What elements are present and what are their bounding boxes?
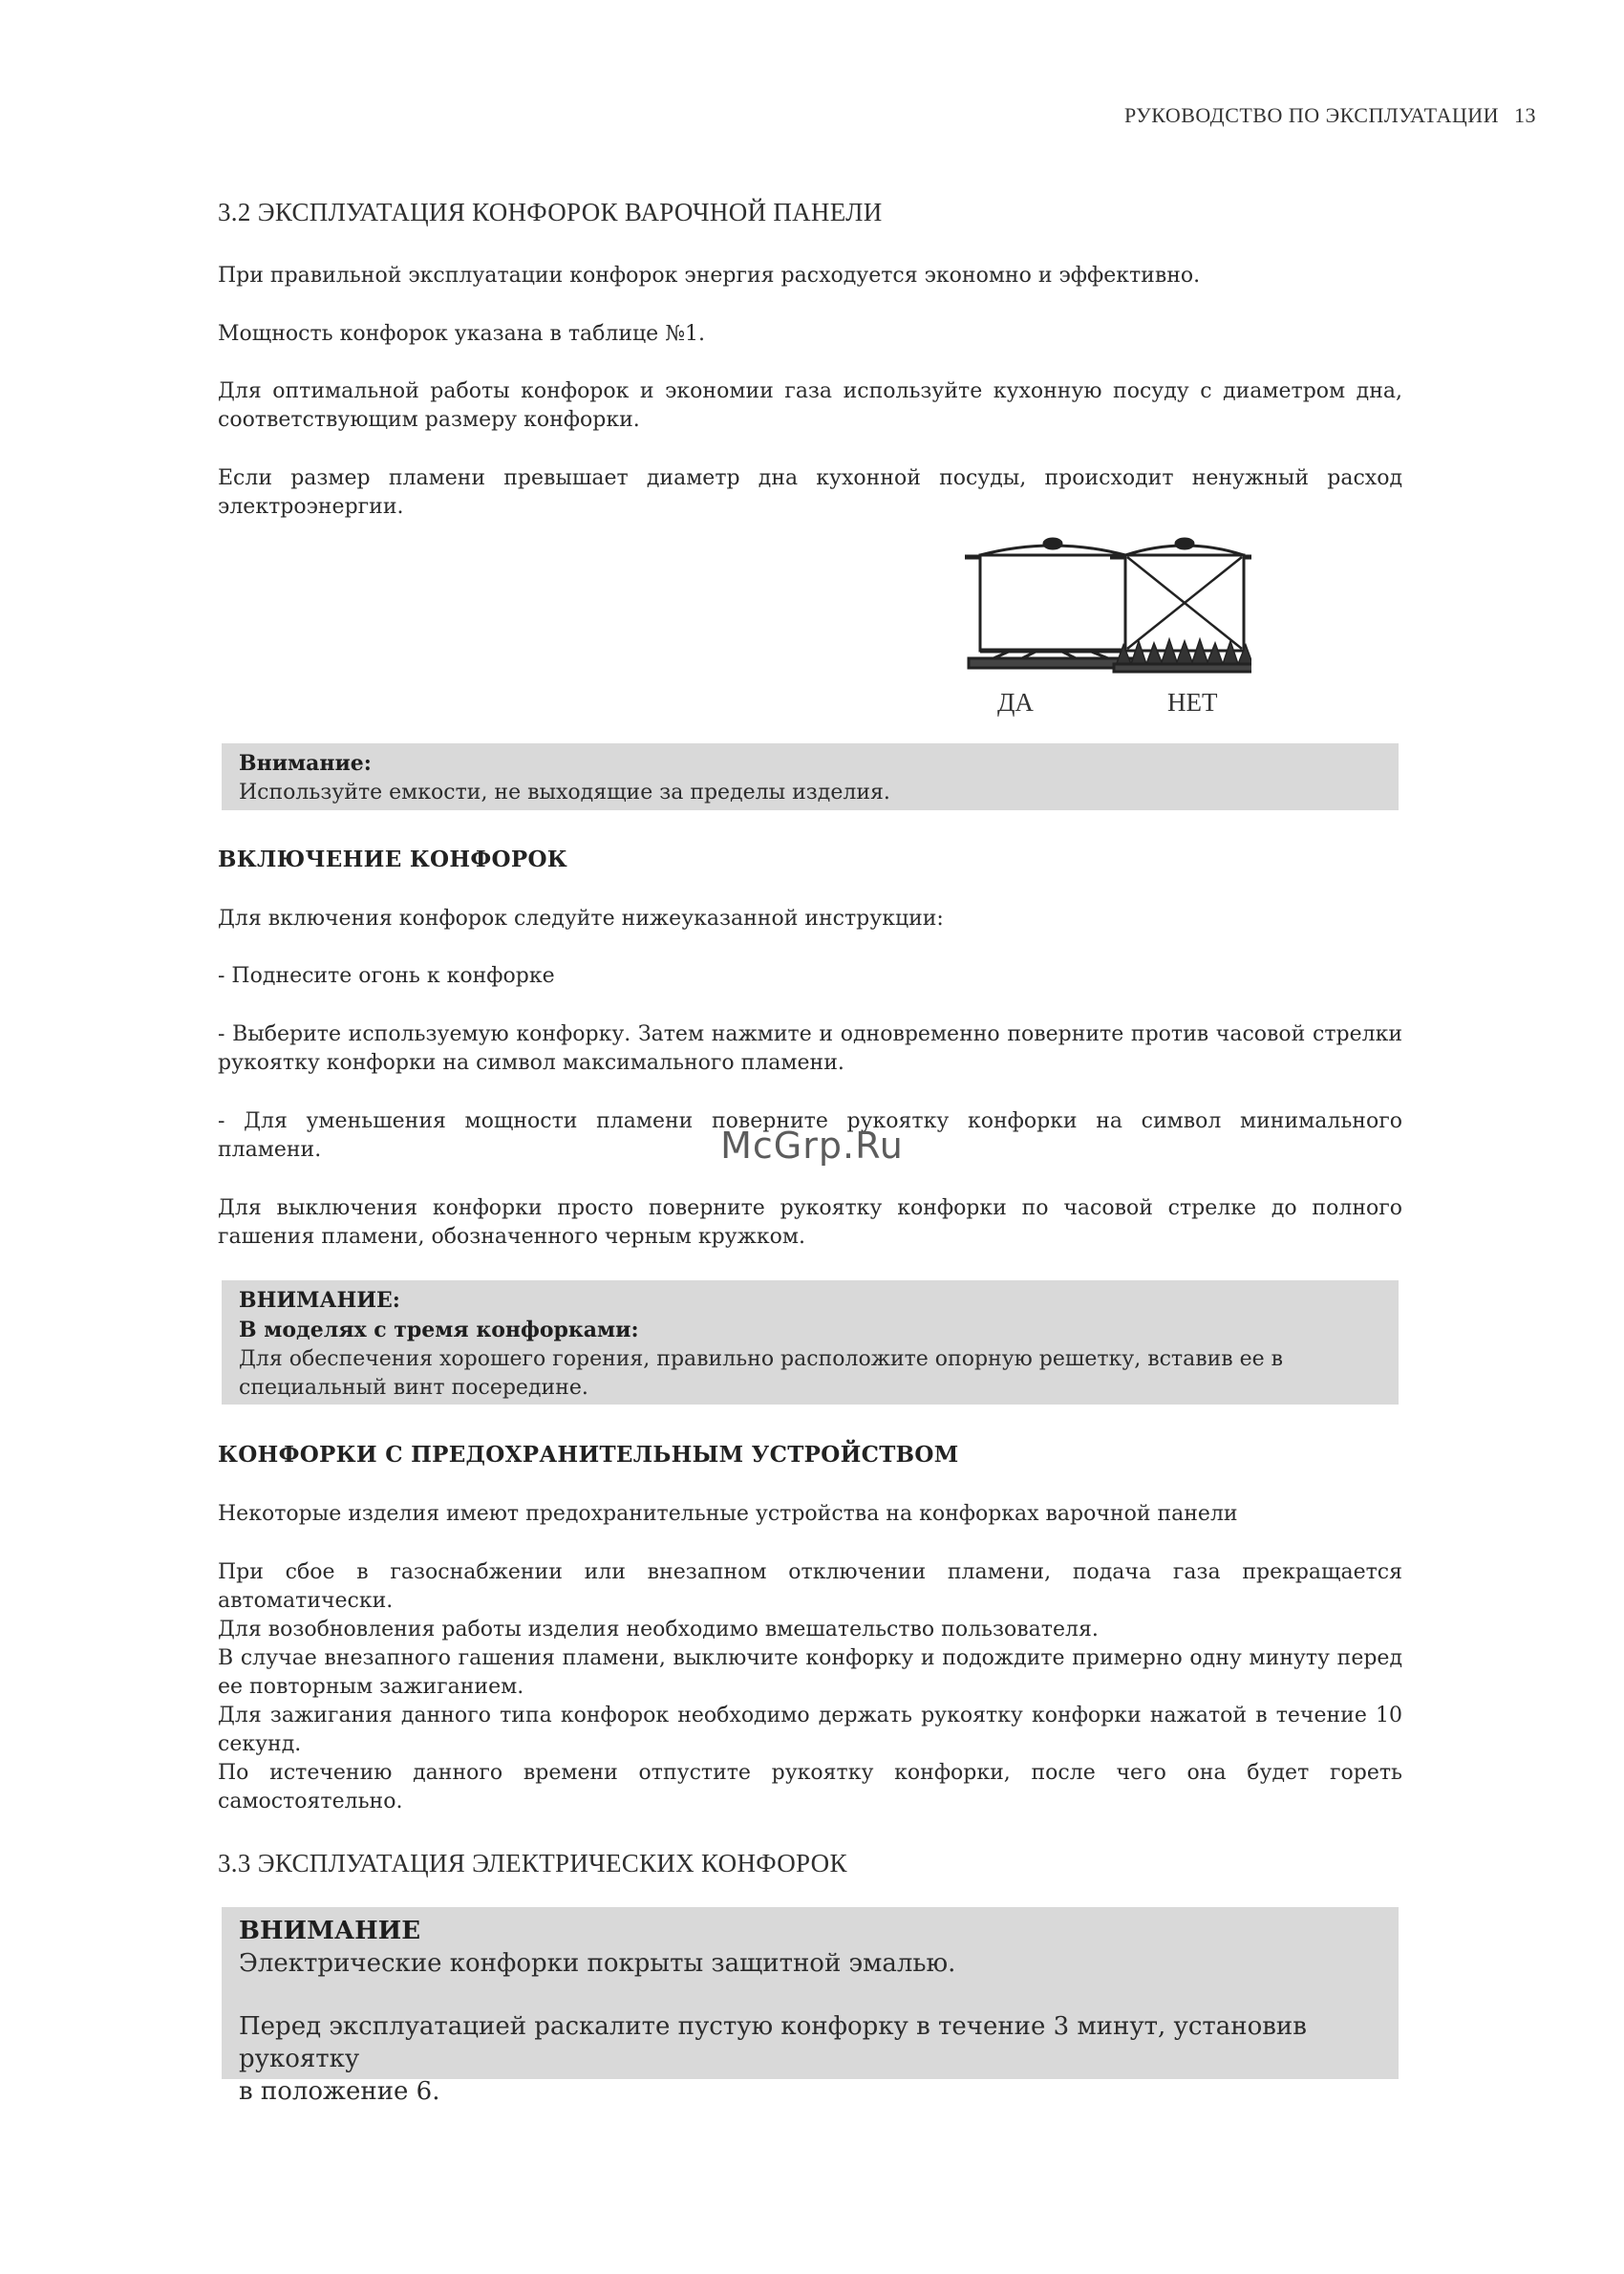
note-text: Используйте емкости, не выходящие за пределы изделия.	[239, 781, 890, 804]
attention-note	[222, 1280, 1399, 1405]
watermark: McGrp.Ru	[720, 1125, 904, 1167]
figure-label-no: НЕТ	[1167, 688, 1218, 717]
note-subtitle: В моделях с тремя конфорками:	[239, 1318, 639, 1342]
paragraph-line: рукоятку конфорки на символ максимального пламени.	[218, 1051, 844, 1075]
paragraph-line: При сбое в газоснабжении или внезапном отключении пламени, подача газа прекращается	[218, 1560, 1402, 1584]
paragraph-line: Для оптимальной работы конфорок и экономии газа используйте кухонную посуду с диаметром дна,	[218, 379, 1402, 403]
ignition-title: ВКЛЮЧЕНИЕ КОНФОРОК	[218, 847, 568, 872]
note-text: Для обеспечения хорошего горения, правильно расположите опорную решетку, вставив ее в	[239, 1347, 1284, 1371]
paragraph	[218, 1558, 1402, 1816]
paragraph-line: Для возобновления работы изделия необходимо вмешательство пользователя.	[218, 1618, 1099, 1641]
attention-note	[222, 743, 1399, 810]
note-text: Перед эксплуатацией раскалите пустую конфорку в течение 3 минут, установив рукоятку	[239, 2012, 1307, 2073]
figure-label-yes: ДА	[997, 688, 1034, 717]
paragraph: При правильной эксплуатации конфорок энергия расходуется экономно и эффективно.	[218, 264, 1201, 288]
section-3-2-title: 3.2 ЭКСПЛУАТАЦИЯ КОНФОРОК ВАРОЧНОЙ ПАНЕЛИ	[218, 198, 883, 226]
paragraph-line: автоматически.	[218, 1589, 394, 1613]
paragraph-line: самостоятельно.	[218, 1790, 403, 1813]
paragraph-line: В случае внезапного гашения пламени, выключите конфорку и подождите примерно одну минуту перед	[218, 1646, 1402, 1670]
note-text: Электрические конфорки покрыты защитной эмалью.	[239, 1949, 956, 1978]
paragraph-line: пламени.	[218, 1138, 322, 1162]
paragraph: Для включения конфорок следуйте нижеуказанной инструкции:	[218, 907, 944, 931]
attention-note	[222, 1907, 1399, 2106]
incorrect-pot-icon	[1110, 539, 1251, 672]
paragraph: Мощность конфорок указана в таблице №1.	[218, 322, 706, 346]
note-title: ВНИМАНИЕ	[239, 1917, 421, 1945]
note-title: Внимание:	[239, 751, 372, 776]
page-number: 13	[1514, 103, 1536, 127]
paragraph-line: - Выберите используемую конфорку. Затем нажмите и одновременно поверните против часовой стрелки	[218, 1022, 1402, 1046]
paragraph-line: По истечению данного времени отпустите рукоятку конфорки, после чего она будет гореть	[218, 1761, 1402, 1785]
paragraph	[218, 464, 1402, 522]
paragraph	[218, 1194, 1402, 1252]
paragraph-line: секунд.	[218, 1732, 302, 1756]
paragraph-line: электроэнергии.	[218, 495, 404, 519]
paragraph-line: соответствующим размеру конфорки.	[218, 408, 640, 432]
paragraph-line: Если размер пламени превышает диаметр дна кухонной посуды, происходит ненужный расход	[218, 466, 1402, 490]
paragraph-line: - Для уменьшения мощности пламени поверните рукоятку конфорки на символ минимального	[218, 1109, 1402, 1133]
paragraph	[218, 1020, 1402, 1078]
paragraph-line: гашения пламени, обозначенного черным кружком.	[218, 1225, 805, 1249]
header-title: РУКОВОДСТВО ПО ЭКСПЛУАТАЦИИ	[1123, 103, 1499, 127]
note-text: специальный винт посередине.	[239, 1376, 588, 1400]
paragraph-line: Для выключения конфорки просто поверните рукоятку конфорки по часовой стрелке до полного	[218, 1196, 1402, 1220]
section-3-3-title: 3.3 ЭКСПЛУАТАЦИЯ ЭЛЕКТРИЧЕСКИХ КОНФОРОК	[218, 1849, 847, 1877]
note-title: ВНИМАНИЕ:	[239, 1288, 400, 1313]
note-text: в положение 6.	[239, 2077, 440, 2106]
pot-size-figure	[955, 530, 1251, 683]
paragraph: Некоторые изделия имеют предохранительные устройства на конфорках варочной панели	[218, 1502, 1238, 1526]
paragraph	[218, 377, 1402, 435]
paragraph-line: Для зажигания данного типа конфорок необходимо держать рукоятку конфорки нажатой в течение 10	[218, 1704, 1402, 1727]
page-header	[1124, 103, 1536, 128]
paragraph-line: ее повторным зажиганием.	[218, 1675, 524, 1699]
safety-title: КОНФОРКИ С ПРЕДОХРАНИТЕЛЬНЫМ УСТРОЙСТВОМ	[218, 1442, 959, 1468]
paragraph: - Поднесите огонь к конфорке	[218, 964, 555, 988]
